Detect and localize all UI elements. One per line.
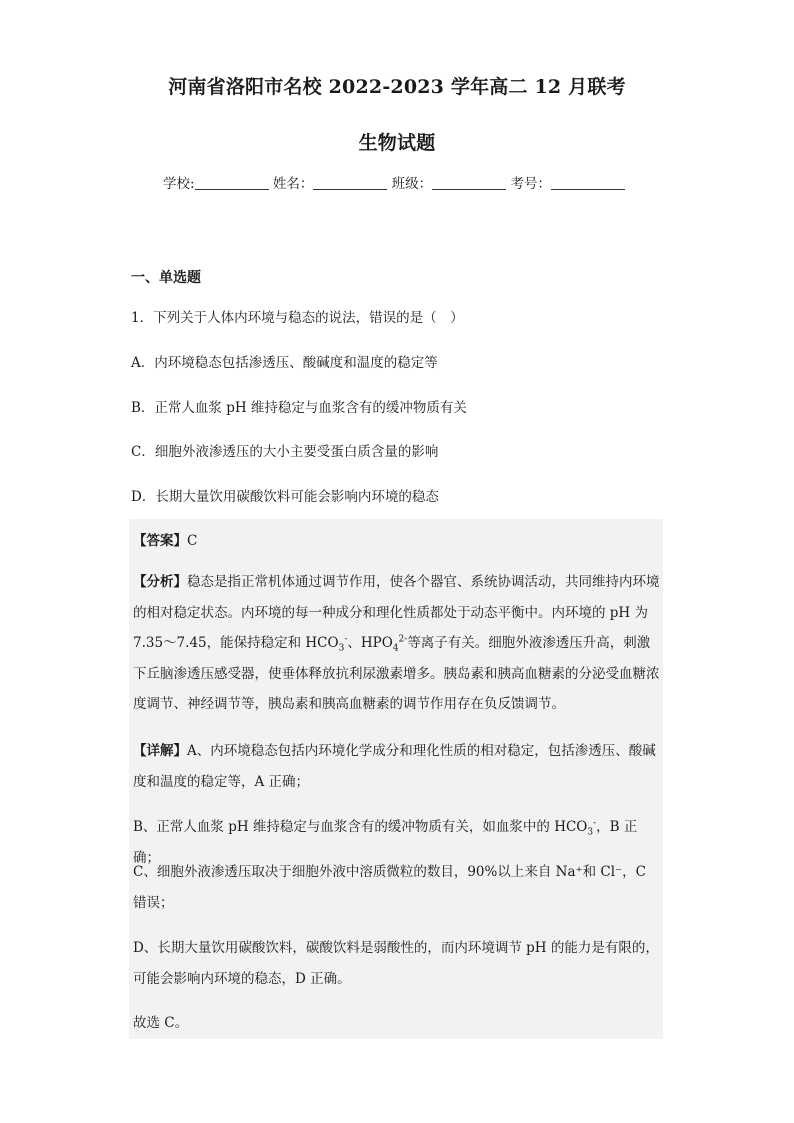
section-heading: 一、单选题 [131, 270, 201, 286]
school-blank[interactable] [195, 175, 269, 190]
detail-b-tail: ，B 正确； [133, 819, 638, 866]
detail-b-text: B、正常人血浆 pH 维持稳定与血浆含有的缓冲物质有关，如血浆中的 HCO [133, 819, 588, 835]
name-blank[interactable] [313, 175, 387, 190]
student-info-line [163, 172, 625, 192]
detail-d-paragraph: D、长期大量饮用碳酸饮料，碳酸饮料是弱酸性的，而内环境调节 pH 的能力是有限的，可能会影响内环境的稳态，D 正确。 [133, 940, 659, 987]
analysis-sub-1: 3 [338, 643, 345, 654]
analysis-text-a: 稳态是指正常机体通过调节作用，使各个器官、系统协调活动，共同维持内环境的相对稳定状态。内环境的每一种成分和理化性质都处于动态平衡中。内环境的 pH 为 7.35～7.45，能保持稳定和 HCO [133, 574, 660, 651]
exam-title: 河南省洛阳市名校 2022-2023 学年高二 12 月联考 [168, 76, 626, 98]
analysis-sup-1: - [344, 634, 348, 645]
analysis-paragraph [133, 567, 663, 720]
analysis-tag: 【分析】 [133, 574, 187, 590]
question-stem: 1．下列关于人体内环境与稳态的说法，错误的是（ ） [131, 310, 464, 326]
class-label: 班级： [391, 176, 433, 192]
school-label: 学校: [163, 176, 195, 192]
name-label: 姓名： [272, 176, 314, 192]
detail-b-sup: - [593, 818, 597, 829]
answer-value: C [187, 533, 198, 549]
option-c: C．细胞外液渗透压的大小主要受蛋白质含量的影响 [131, 444, 439, 460]
exam-number-blank[interactable] [551, 175, 625, 190]
detail-a-paragraph [133, 736, 663, 797]
analysis-text-c: 等离子有关。细胞外液渗透压升高，刺激下丘脑渗透压感受器，使垂体释放抗利尿激素增多。胰岛素和胰高血糖素的分泌受血糖浓度调节、神经调节等，胰岛素和胰高血糖素的调节作用存在负反馈调节。 [133, 635, 660, 712]
option-d: D．长期大量饮用碳酸饮料可能会影响内环境的稳态 [131, 489, 439, 505]
answer-tag: 【答案】 [133, 533, 187, 549]
conclusion-line: 故选 C。 [133, 1015, 189, 1031]
option-b: B．正常人血浆 pH 维持稳定与血浆含有的缓冲物质有关 [131, 400, 467, 416]
answer-line [133, 529, 197, 549]
detail-a-text: A、内环境稳态包括内环境化学成分和理化性质的相对稳定，包括渗透压、酸碱度和温度的稳定等，A 正确； [133, 743, 656, 790]
analysis-sup-2: 2- [398, 634, 408, 645]
analysis-sub-2: 4 [392, 643, 399, 654]
detail-c-paragraph: C、细胞外液渗透压取决于细胞外液中溶质微粒的数目，90%以上来自 Na⁺和 Cl⁻，C 错误； [133, 864, 647, 911]
class-blank[interactable] [432, 175, 506, 190]
analysis-text-b: 、HPO [347, 635, 393, 651]
exam-subtitle: 生物试题 [358, 132, 436, 154]
detail-tag: 【详解】 [133, 743, 187, 759]
detail-b-sub: 3 [587, 827, 594, 838]
exam-number-label: 考号： [510, 176, 551, 192]
option-a: A．内环境稳态包括渗透压、酸碱度和温度的稳定等 [131, 355, 438, 371]
